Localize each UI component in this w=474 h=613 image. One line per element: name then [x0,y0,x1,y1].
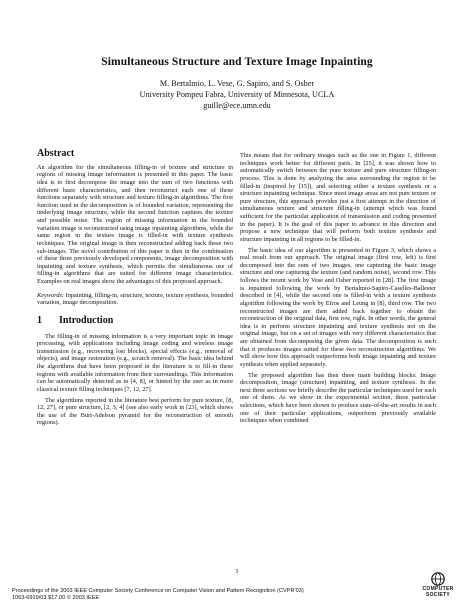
abstract-text: An algorithm for the simultaneous filling-in of texture and structure in regions of missing image information is presented in this paper. The basic idea is to first decompose the image into the sum of two functions with different basic characteristics, and then reconstruct each one of these functions separately with structure and texture filling-in algorithms. The first function used in the decomposition is of bounded variation, representing the underlying image structure, while the second function captures the texture and possible noise. The region of missing information in the bounded variation image is reconstructed using image inpainting algorithms, while the same region in the texture image is filled-in with texture synthesis techniques. The original image is then reconstructed adding back these two sub-images. The novel contribution of this paper is then in the combination of these three previously developed components, image decomposition with inpainting and texture synthesis, which permits the simultaneous use of filling-in algorithms that are suited for different image characteristics. Examples on real images show the advantages of this proposed approach. [37,163,233,285]
section-number: 1 [37,314,42,326]
section-title: Introduction [59,314,114,326]
logo-line-2: SOCIETY [425,592,451,598]
footer-line-1: Proceedings of the 2003 IEEE Computer Society Conference on Computer Vision and Pattern Recognition (CVPR'03) [12,588,304,594]
body-paragraph-1: This means that for ordinary images such as the one in Figure 1, different techniques work better for different parts. In [25], it was shown how to automatically switch between the pure texture and pure structure filling-in process. This is done by analyzing the area surrounding the region to be filled-in (inspired by [15]), and selecting either a texture synthesis or a structure inpainting technique. Since most image areas are not pure texture or pure structure, this approach provides just a first attempt in the direction of simultaneous texture and structure filling-in (attempt which was found sufficient for the particular application of transmission and coding presented in the paper). It is the goal of this paper to advance in this direction and propose a new technique that will perform both texture synthesis and structure inpainting in all regions to be filled-in. [240,152,436,243]
author-names: M. Bertalmio, L. Vese, G. Sapiro, and S. Osher [159,79,315,88]
proceedings-footer [12,588,304,602]
body-paragraph-3: The proposed algorithm has then three main building blocks: Image decomposition, image (structure) inpainting, and texture synthesis. In the next three sections we briefly describe the particular techniques used for each one of them. As we show in the experimental section, these particular selections, which have been shown to produce state-of-the-art results in each one of their particular applications, outperform previously available techniques when combined [240,371,436,425]
keywords-label: Keywords: [37,291,65,299]
body-paragraph-2: The basic idea of our algorithm is presented in Figure 3, which shows a real result from our approach. The original image (first row, left) is first decomposed into the sum of two images, one capturing the basic image structure and one capturing the texture (and random noise), second row. This follows the recent work by Vese and Osher reported in [28]. The first image is inpainted following the work by Bertalmio-Sapiro-Caselles-Ballester described in [4], while the second one is filled-in with a texture synthesis algorithm following the work by Efros and Leung in [8], third row. The two reconstructed images are then added back together to obtain the reconstruction of the original data, first row, right. In other words, the general idea is to perform structure inpainting and texture synthesis not on the original image, but on a set of images with very different characteristics that are obtained from decomposing the given data. The decomposition is such that it produces images suited for these two reconstruction algorithms. We will show how this approach outperforms both image inpainting and texture synthesis when applied separately. [240,246,436,368]
left-column [37,150,233,427]
intro-paragraph-2: The algorithms reported in the literature best perform for pure texture, [8, 12, 27], or pure structure, [2, 3, 4] (see also early work in [23], which shows the use of the Burt-Adelson pyramid for the reconstruction of smooth regions). [37,396,233,427]
logo-line-1: COMPUTER [422,586,454,592]
author-block [0,78,474,112]
abstract-heading: Abstract [37,148,75,159]
author-email: guille@ece.umn.edu [203,101,271,111]
footer-line-2: 1063-6919/03 $17.00 © 2003 IEEE [12,595,100,601]
section-heading-introduction [37,314,233,326]
keywords-text: Inpainting, filling-in, structure, texture, texture synthesis, bounded variation, image decomposition. [37,291,233,307]
page-number: 1 [235,568,239,575]
intro-paragraph-1: The filling-in of missing information is a very important topic in image processing, with applications including image coding and wireless image transmission (e.g., recovering lost blocks), special effects (e.g., removal of objects), and image restoration (e.g., scratch removal). The basic idea behind the algorithms that have been proposed in the literature is to fill-in these regions with available information from their surroundings. This information can be automatically detected as in [4, 8], or hinted by the user as in more classical texture filling techniques [7, 12, 27]. [37,332,233,393]
right-column [240,152,436,425]
keywords [37,292,233,307]
author-affiliation: University Pompeu Fabra, University of Minnesota, UCLA [139,90,335,100]
computer-society-logo [410,572,466,608]
globe-icon [429,572,447,586]
paper-title: Simultaneous Structure and Texture Image Inpainting [101,56,373,68]
